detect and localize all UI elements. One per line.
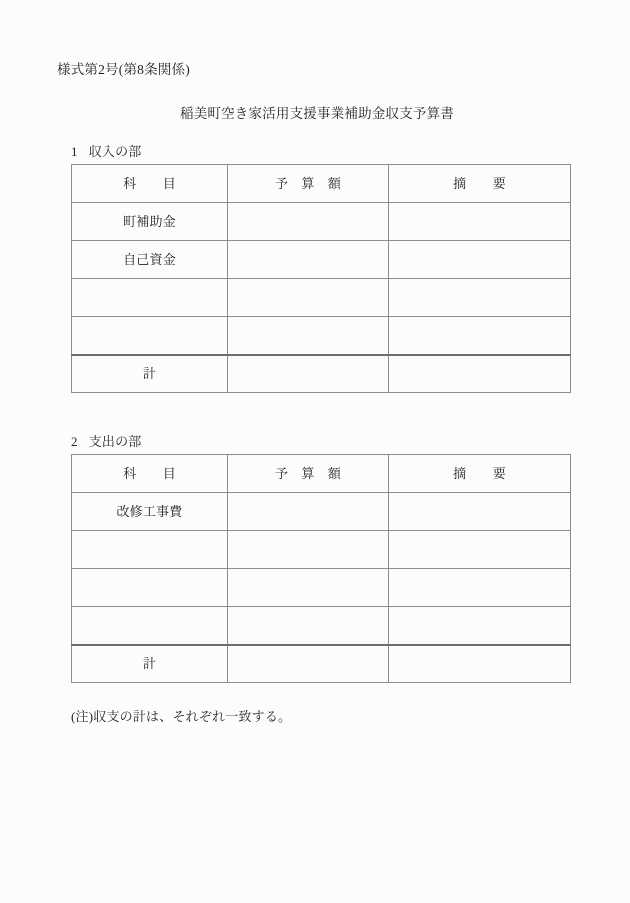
cell-amount[interactable] (228, 203, 389, 241)
table-total-row (72, 645, 571, 683)
table-row (72, 569, 571, 607)
table-row (72, 531, 571, 569)
section-revenue-number: 1 (71, 144, 78, 159)
table-row (72, 203, 571, 241)
cell-amount[interactable] (228, 317, 389, 355)
table-row (72, 241, 571, 279)
section-expenditure-number: 2 (71, 434, 78, 449)
cell-amount[interactable] (228, 607, 389, 645)
cell-item[interactable] (72, 569, 228, 607)
column-header-remarks: 摘 要 (389, 455, 571, 493)
table-header-row (72, 455, 571, 493)
cell-remarks[interactable] (389, 607, 571, 645)
table-row (72, 279, 571, 317)
form-number: 様式第2号(第8条関係) (57, 62, 190, 77)
cell-remarks[interactable] (389, 493, 571, 531)
section-expenditure-heading (71, 432, 630, 451)
document-title: 稲美町空き家活用支援事業補助金収支予算書 (180, 106, 454, 121)
cell-remarks[interactable] (389, 317, 571, 355)
cell-total-amount[interactable] (228, 355, 389, 393)
footnote: (注)収支の計は、それぞれ一致する。 (71, 709, 292, 724)
cell-amount[interactable] (228, 493, 389, 531)
cell-remarks[interactable] (389, 531, 571, 569)
cell-item[interactable] (72, 317, 228, 355)
cell-item[interactable] (72, 531, 228, 569)
section-revenue (0, 142, 630, 393)
cell-amount[interactable] (228, 531, 389, 569)
column-header-item: 科 目 (72, 455, 228, 493)
table-total-row (72, 355, 571, 393)
cell-remarks[interactable] (389, 569, 571, 607)
cell-remarks[interactable] (389, 203, 571, 241)
column-header-amount: 予 算 額 (228, 455, 389, 493)
cell-total-remarks[interactable] (389, 355, 571, 393)
cell-total-label: 計 (72, 355, 228, 393)
cell-item[interactable]: 町補助金 (72, 203, 228, 241)
table-row (72, 493, 571, 531)
cell-amount[interactable] (228, 241, 389, 279)
expenditure-table (71, 454, 571, 683)
cell-item[interactable] (72, 279, 228, 317)
section-revenue-label: 収入の部 (88, 144, 142, 159)
section-expenditure-label: 支出の部 (88, 434, 142, 449)
section-revenue-heading (71, 142, 630, 161)
cell-item[interactable] (72, 607, 228, 645)
table-row (72, 317, 571, 355)
column-header-amount: 予 算 額 (228, 165, 389, 203)
cell-remarks[interactable] (389, 241, 571, 279)
table-row (72, 607, 571, 645)
table-header-row (72, 165, 571, 203)
cell-item[interactable]: 改修工事費 (72, 493, 228, 531)
column-header-remarks: 摘 要 (389, 165, 571, 203)
section-expenditure (0, 432, 630, 683)
cell-total-amount[interactable] (228, 645, 389, 683)
cell-remarks[interactable] (389, 279, 571, 317)
column-header-item: 科 目 (72, 165, 228, 203)
cell-amount[interactable] (228, 569, 389, 607)
cell-total-label: 計 (72, 645, 228, 683)
revenue-table (71, 164, 571, 393)
cell-amount[interactable] (228, 279, 389, 317)
cell-total-remarks[interactable] (389, 645, 571, 683)
cell-item[interactable]: 自己資金 (72, 241, 228, 279)
